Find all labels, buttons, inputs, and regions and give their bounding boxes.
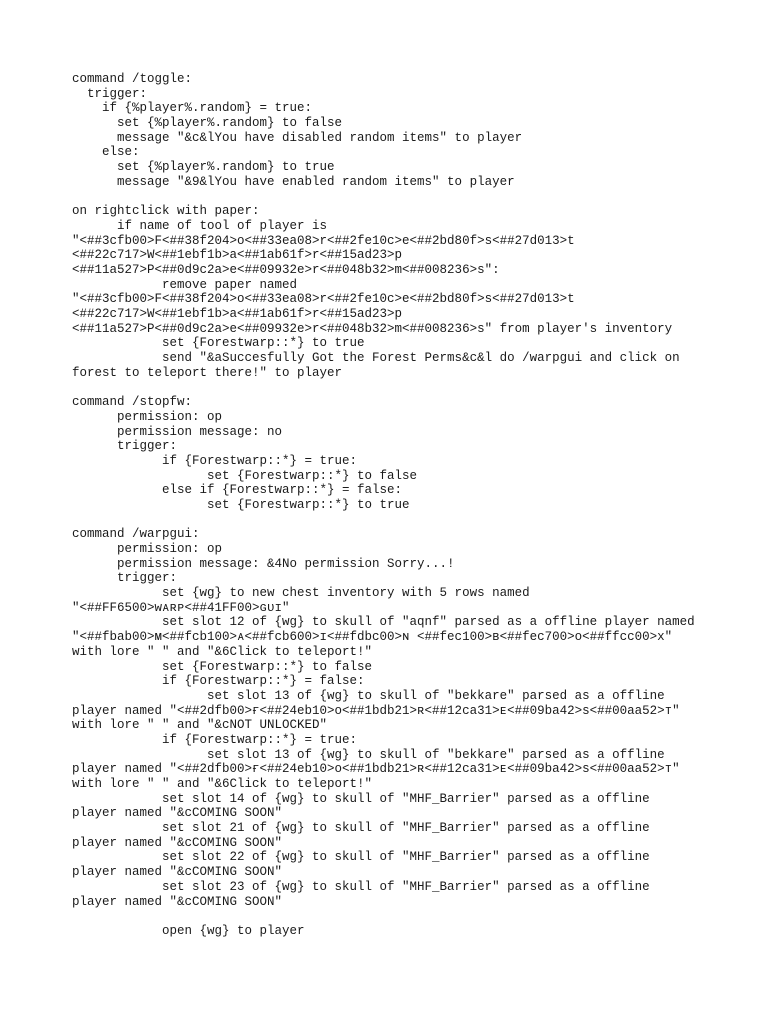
code-line: set slot 12 of {wg} to skull of "aqnf" parsed as a offline player named [72,615,695,630]
code-line: player named "&cCOMING SOON" [72,894,283,909]
code-line: permission: op [72,409,223,424]
code-document [72,72,712,939]
code-line: "<##FF6500>ᴡᴀʀᴘ<##41FF00>ɢᴜɪ" [72,600,290,615]
code-line: permission: op [72,542,223,556]
code-line: trigger: [72,571,178,586]
code-line: set {wg} to new chest inventory with 5 rows named [72,586,530,601]
code-line: <##22c717>W<##1ebf1b>a<##1ab61f>r<##15ad23>p [72,307,403,321]
code-line: on rightclick with paper: [72,204,260,219]
blank-line [72,190,712,205]
code-line: player named "&cCOMING SOON" [72,865,283,880]
code-line: with lore " " and "&6Click to teleport!" [72,777,373,791]
code-line: trigger: [72,439,178,454]
code-line: else if {Forestwarp::*} = false: [72,483,403,498]
code-line: set slot 13 of {wg} to skull of "bekkare" parsed as a offline [72,747,665,762]
code-line: set slot 23 of {wg} to skull of "MHF_Barrier" parsed as a offline [72,879,650,894]
code-line: set slot 21 of {wg} to skull of "MHF_Barrier" parsed as a offline [72,821,650,836]
code-line: open {wg} to player [72,923,305,938]
code-line: set {Forestwarp::*} to true [72,497,410,512]
code-line: set slot 14 of {wg} to skull of "MHF_Barrier" parsed as a offline [72,791,650,806]
code-line: if name of tool of player is [72,218,328,233]
code-line: "<##fbab00>ᴍ<##fcb100>ᴀ<##fcb600>ɪ<##fdbc00>ɴ <##fec100>ʙ<##fec700>ᴏ<##ffcc00>x" [72,630,673,645]
blank-line [72,380,712,395]
code-line: <##11a527>P<##0d9c2a>e<##09932e>r<##048b32>m<##008236>s": [72,262,500,277]
code-line: player named "<##2dfb00>ғ<##24eb10>ᴏ<##1bdb21>ʀ<##12ca31>ᴇ<##09ba42>s<##00aa52>ᴛ" [72,703,680,718]
code-line: with lore " " and "&6Click to teleport!" [72,644,373,659]
code-line: set {Forestwarp::*} to true [72,336,365,351]
code-line: trigger: [72,86,148,101]
code-line: forest to teleport there!" to player [72,365,343,380]
code-line: set {%player%.random} to true [72,160,335,175]
code-line: "<##3cfb00>F<##38f204>o<##33ea08>r<##2fe10c>e<##2bd80f>s<##27d013>t [72,233,575,248]
code-line: set slot 13 of {wg} to skull of "bekkare" parsed as a offline [72,688,665,703]
code-line: with lore " " and "&cNOT UNLOCKED" [72,718,328,733]
code-line: player named "<##2dfb00>ғ<##24eb10>ᴏ<##1bdb21>ʀ<##12ca31>ᴇ<##09ba42>s<##00aa52>ᴛ" [72,762,680,777]
code-line: if {Forestwarp::*} = false: [72,674,365,689]
code-line: "<##3cfb00>F<##38f204>o<##33ea08>r<##2fe10c>e<##2bd80f>s<##27d013>t [72,292,575,307]
code-line: player named "&cCOMING SOON" [72,835,283,850]
code-line: set slot 22 of {wg} to skull of "MHF_Barrier" parsed as a offline [72,850,650,865]
code-line: else: [72,145,140,160]
code-line: <##11a527>P<##0d9c2a>e<##09932e>r<##048b32>m<##008236>s" from player's inventory [72,321,673,336]
code-line: command /stopfw: [72,395,193,410]
code-line: set {%player%.random} to false [72,116,343,131]
code-line: if {Forestwarp::*} = true: [72,453,358,468]
code-line: message "&c&lYou have disabled random items" to player [72,130,523,145]
blank-line [72,909,712,924]
code-line: send "&aSuccesfully Got the Forest Perms&c&l do /warpgui and click on [72,351,680,366]
code-line: message "&9&lYou have enabled random items" to player [72,174,515,189]
code-line: permission message: no [72,424,283,439]
code-line: remove paper named [72,277,298,292]
code-line: set {Forestwarp::*} to false [72,468,418,483]
code-line: command /toggle: [72,72,193,86]
code-line: <##22c717>W<##1ebf1b>a<##1ab61f>r<##15ad23>p [72,248,403,263]
code-line: if {Forestwarp::*} = true: [72,732,358,747]
code-line: command /warpgui: [72,527,200,542]
blank-line [72,513,712,528]
code-line: player named "&cCOMING SOON" [72,806,283,821]
code-line: permission message: &4No permission Sorry...! [72,556,455,571]
code-line: if {%player%.random} = true: [72,101,313,116]
code-line: set {Forestwarp::*} to false [72,659,373,674]
